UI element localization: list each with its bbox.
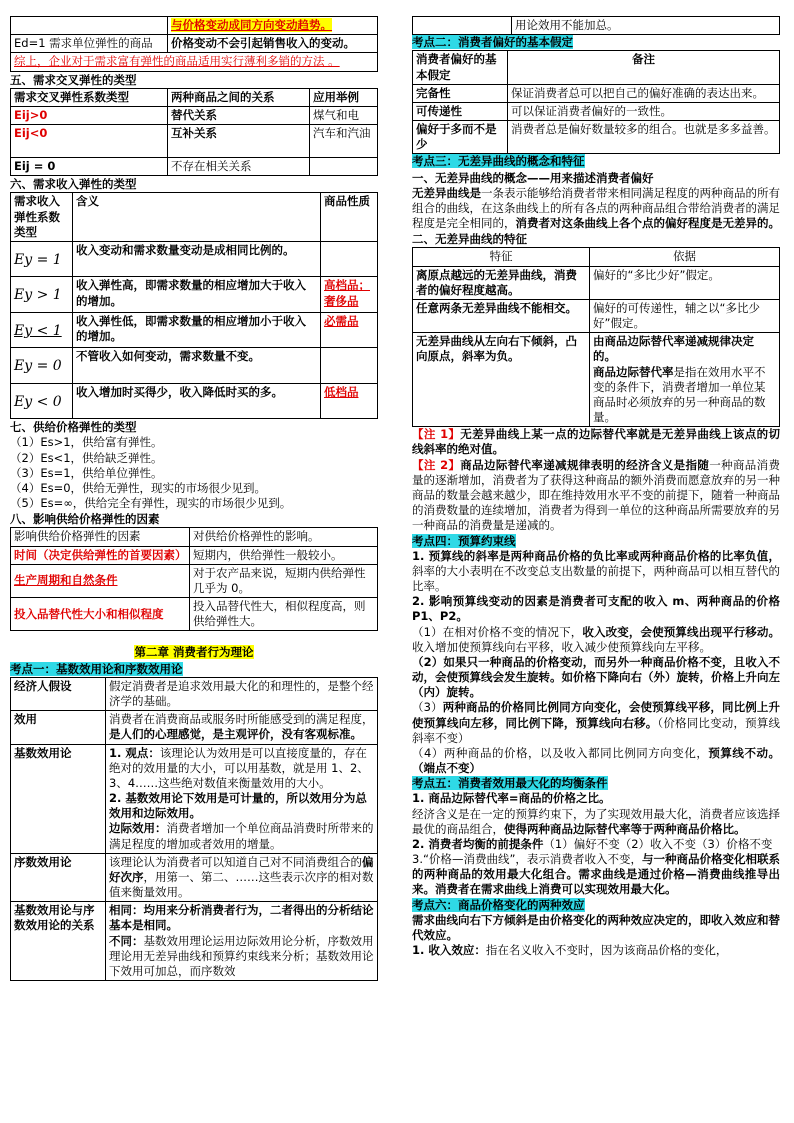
section-title: 七、供给价格弹性的类型 — [10, 420, 137, 435]
paragraph: （2）如果只一种商品的价格变动，而另外一种商品价格不变，且收入不动，会使预算线会发生旋转。如价格下降向右（外）旋转，价格上升向左（内）旋转。 — [412, 654, 780, 700]
table-row: Ey > 1 收入弹性高，即需求数量的相应增加大于收入的增加。 高档品；奢侈品 — [11, 277, 378, 312]
section-heading: 考点一：基数效用论和序数效用论 — [10, 661, 183, 676]
section-title: 六、需求收入弹性的类型 — [10, 177, 137, 192]
section-title: 一、无差异曲线的概念——用来描述消费者偏好 — [412, 170, 654, 185]
table-row: 可传递性 可以保证消费者偏好的一致性。 — [413, 102, 780, 120]
table-cell: Ed=1 需求单位弹性的商品 — [11, 35, 168, 53]
note: 【注 2】商品边际替代率递减规律表明的经济含义是指随一种商品消费量的逐渐增加，消费者为了获得这种商品的额外消费而愿意放弃的另一种商品的数量会越来越少，即在维持效用水平不变的前提下，随着一种商品的消费数量的连续增加，消费者为得到一单位的这种商品所需要放弃的另一种商品的消费量是递减的。 — [412, 457, 781, 533]
utility-theory-table — [10, 677, 378, 981]
preference-assumption-table: 消费者偏好的基本假定 备注 完备性 保证消费者总可以把自己的偏好准确的表达出来。 可传递性 可以保证消费者偏好的一致性。 偏好于多而不是少 消费者总是偏好数量较多的组合。也就是多多益善。 — [412, 50, 780, 154]
cross-elasticity-table: 需求交叉弹性系数类型 两种商品之间的关系 应用举例 Eij>0 替代关系 煤气和电 Eij<0 互补关系 汽车和汽油 Eij = 0 不存在相关关系 — [10, 88, 378, 177]
elasticity-revenue-table — [10, 16, 378, 72]
paragraph: 需求曲线向右下方倾斜是由价格变化的两种效应决定的，即收入效应和替代效应。 — [412, 912, 780, 942]
table-cell: 价格变动不会引起销售收入的变动。 — [168, 35, 378, 53]
section-heading: 考点五：消费者效用最大化的均衡条件 — [412, 776, 608, 791]
paragraph: 3.“价格—消费曲线”，表示消费者收入不变，与一种商品价格变化相联系的两种商品的效用最大化组合。需求曲线是通过价格—消费曲线推导出来。消费者在需求曲线上消费可以实现效用最大化。 — [412, 852, 781, 897]
paragraph: 1. 商品边际替代率=商品的价格之比。 — [412, 791, 611, 806]
table-row: Eij<0 互补关系 汽车和汽油 — [11, 125, 378, 158]
list-item: （3）Es=1，供给单位弹性。 — [10, 465, 163, 480]
table-row: 完备性 保证消费者总可以把自己的偏好准确的表达出来。 — [413, 84, 780, 102]
note: 【注 1】无差异曲线上某一点的边际替代率就是无差异曲线上该点的切线斜率的绝对值。 — [412, 427, 780, 457]
list-item: （2）Es<1，供给缺乏弹性。 — [10, 450, 163, 465]
section-heading: 考点六：商品价格变化的两种效应 — [412, 897, 585, 912]
section-title: 八、影响供给价格弹性的因素 — [10, 512, 160, 527]
table-row: 离原点越远的无差异曲线，消费者的偏好程度越高。 偏好的“多比少好”假定。 — [413, 266, 780, 299]
paragraph: 经济含义是在一定的预算约束下，为了实现效用最大化，消费者应该选择最优的商品组合，使得两种商品边际替代率等于两种商品价格比。 — [412, 806, 780, 836]
paragraph: 无差异曲线是一条表示能够给消费者带来相同满足程度的两种商品的所有组合的曲线，在这条曲线上的所有各点的两种商品组合带给消费者的满足程度是完全相同的，消费者对这条曲线上各个点的偏好程度是无差异的。 — [412, 185, 780, 231]
section-title: 五、需求交叉弹性的类型 — [10, 72, 137, 87]
table-row: 任意两条无差异曲线不能相交。 偏好的可传递性，辅之以“多比少好”假定。 — [413, 299, 780, 332]
paragraph: （4）两种商品的价格，以及收入都同比例同方向变化，预算线不动。（端点不变） — [412, 745, 780, 776]
paragraph: 2. 影响预算线变动的因素是消费者可支配的收入 m、两种商品的价格 P1、P2。 — [412, 594, 780, 624]
summary-row: 综上，企业对于需求富有弹性的商品适用实行薄利多销的方法 。 — [11, 53, 378, 71]
continuation-table: 用论效用不能加总。 — [412, 16, 780, 35]
table-row: Ey = 1 收入变动和需求数量变动是成相同比例的。 — [11, 241, 378, 276]
section-title: 二、无差异曲线的特征 — [412, 232, 527, 247]
income-elasticity-table: 需求收入弹性系数类型 含义 商品性质 Ey = 1 收入变动和需求数量变动是成相同比例的。 Ey > 1 收入弹性高，即需求数量的相应增加大于收入的增加。 高档品；奢侈品 Ey < 1 收入弹性低，即需求数量的相应增加小于收入的增加。 必需品 Ey = 0 不管收入如何变动，需求数量不变。 Ey < 0 收入增加时买得少，收入降低时买的多。 低档品 — [10, 192, 378, 419]
table-row: Ey < 0 收入增加时买得少，收入降低时买的多。 低档品 — [11, 383, 378, 418]
table-row: 经济人假设 假定消费者是追求效用最大化的和理性的，是整个经济学的基础。 — [11, 677, 378, 710]
section-heading: 考点四：预算约束线 — [412, 533, 516, 548]
list-item: （5）Es=∞，供给完全有弹性，现实的市场很少见到。 — [10, 496, 292, 511]
table-row: Eij = 0 不存在相关关系 — [11, 158, 378, 176]
right-column — [412, 16, 780, 958]
supply-elasticity-factors-table: 影响供给价格弹性的因素 对供给价格弹性的影响。 时间（决定供给弹性的首要因素） 短期内，供给弹性一般较小。 生产周期和自然条件 对于农产品来说，短期内供给弹性几乎为 0。 投入品替代性大小和相似程度 投入品替代性大，相似程度高，则供给弹性大。 — [10, 527, 378, 631]
table-row: Eij>0 替代关系 煤气和电 — [11, 106, 378, 124]
table-row: Ey = 0 不管收入如何变动，需求数量不变。 — [11, 348, 378, 383]
paragraph: （3）两种商品的价格同比例同方向变化，会使预算线平移，同比例上升使预算线向左移，同比例下降，预算线向右移。（价格同比变动，预算线斜率不变） — [412, 700, 781, 745]
paragraph: 1. 预算线的斜率是两种商品价格的负比率或两种商品价格的比率负值，斜率的大小表明在不改变总支出数量的前提下，两种商品可以相互替代的比率。 — [412, 548, 780, 594]
indifference-curve-features-table: 特征 依据 离原点越远的无差异曲线，消费者的偏好程度越高。 偏好的“多比少好”假定。 任意两条无差异曲线不能相交。 偏好的可传递性，辅之以“多比少好”假定。 无差异曲线从左向右下倾斜，凸向原点，斜率为负。 由商品边际替代率递减规律决定的。 商品边际替代率是指在效用水平不变的条件下，消费者增加一单位某商品时必须放弃的另一种商品的数量。 — [412, 247, 780, 427]
section-heading: 考点三：无差异曲线的概念和特征 — [412, 154, 585, 169]
table-row: 基数效用论与序数效用论的关系 相同：均用来分析消费者行为，二者得出的分析结论基本是相同。 不同：基数效用理论运用边际效用论分析，序数效用理论用无差异曲线和预算约束线来分析；基数效用论下效用可加总，而序数效 — [11, 902, 378, 981]
table-row: 生产周期和自然条件 对于农产品来说，短期内供给弹性几乎为 0。 — [11, 564, 378, 597]
table-row: 效用 消费者在消费商品或服务时所能感受到的满足程度，是人们的心理感觉，是主观评价，没有客观标准。 — [11, 711, 378, 744]
paragraph: 1. 收入效应：指在名义收入不变时，因为该商品价格的变化， — [412, 943, 728, 958]
paragraph: 2. 消费者均衡的前提条件（1）偏好不变（2）收入不变（3）价格不变 — [412, 836, 773, 851]
paragraph: （1）在相对价格不变的情况下，收入改变，会使预算线出现平行移动。收入增加使预算线向右平移，收入减少使预算线向左平移。 — [412, 624, 780, 654]
chapter-title: 第二章 消费者行为理论 — [134, 645, 254, 660]
table-row: 基数效用论 1. 观点：该理论认为效用是可以直接度量的，存在绝对的效用量的大小，可以用基数，就是用 1、2、3、4……这些绝对数值来衡量效用的大小。 2. 基数效用论下效用是可计量的，所以效用分为总效用和边际效用。 边际效用：消费者增加一个单位商品消费时所带来的满足程度的增加或者效用的增量。 — [11, 744, 378, 853]
table-row: 偏好于多而不是少 消费者总是偏好数量较多的组合。也就是多多益善。 — [413, 121, 780, 154]
left-column — [10, 16, 378, 981]
list-item: （4）Es=0，供给无弹性，现实的市场很少见到。 — [10, 480, 267, 495]
table-cell: 与价格变动成同方向变动趋势。 — [168, 17, 378, 35]
table-row: Ey < 1 收入弹性低，即需求数量的相应增加小于收入的增加。 必需品 — [11, 312, 378, 347]
table-row: 投入品替代性大小和相似程度 投入品替代性大，相似程度高，则供给弹性大。 — [11, 598, 378, 631]
table-row: 无差异曲线从左向右下倾斜，凸向原点，斜率为负。 由商品边际替代率递减规律决定的。 商品边际替代率是指在效用水平不变的条件下，消费者增加一单位某商品时必须放弃的另一种商品的数量。 — [413, 333, 780, 427]
list-item: （1）Es>1，供给富有弹性。 — [10, 435, 163, 450]
table-row: 时间（决定供给弹性的首要因素） 短期内，供给弹性一般较小。 — [11, 546, 378, 564]
section-heading: 考点二：消费者偏好的基本假定 — [412, 35, 573, 50]
table-row: 序数效用论 该理论认为消费者可以知道自己对不同消费组合的偏好次序，用第一、第二、……这些表示次序的相对数值来衡量效用。 — [11, 853, 378, 902]
